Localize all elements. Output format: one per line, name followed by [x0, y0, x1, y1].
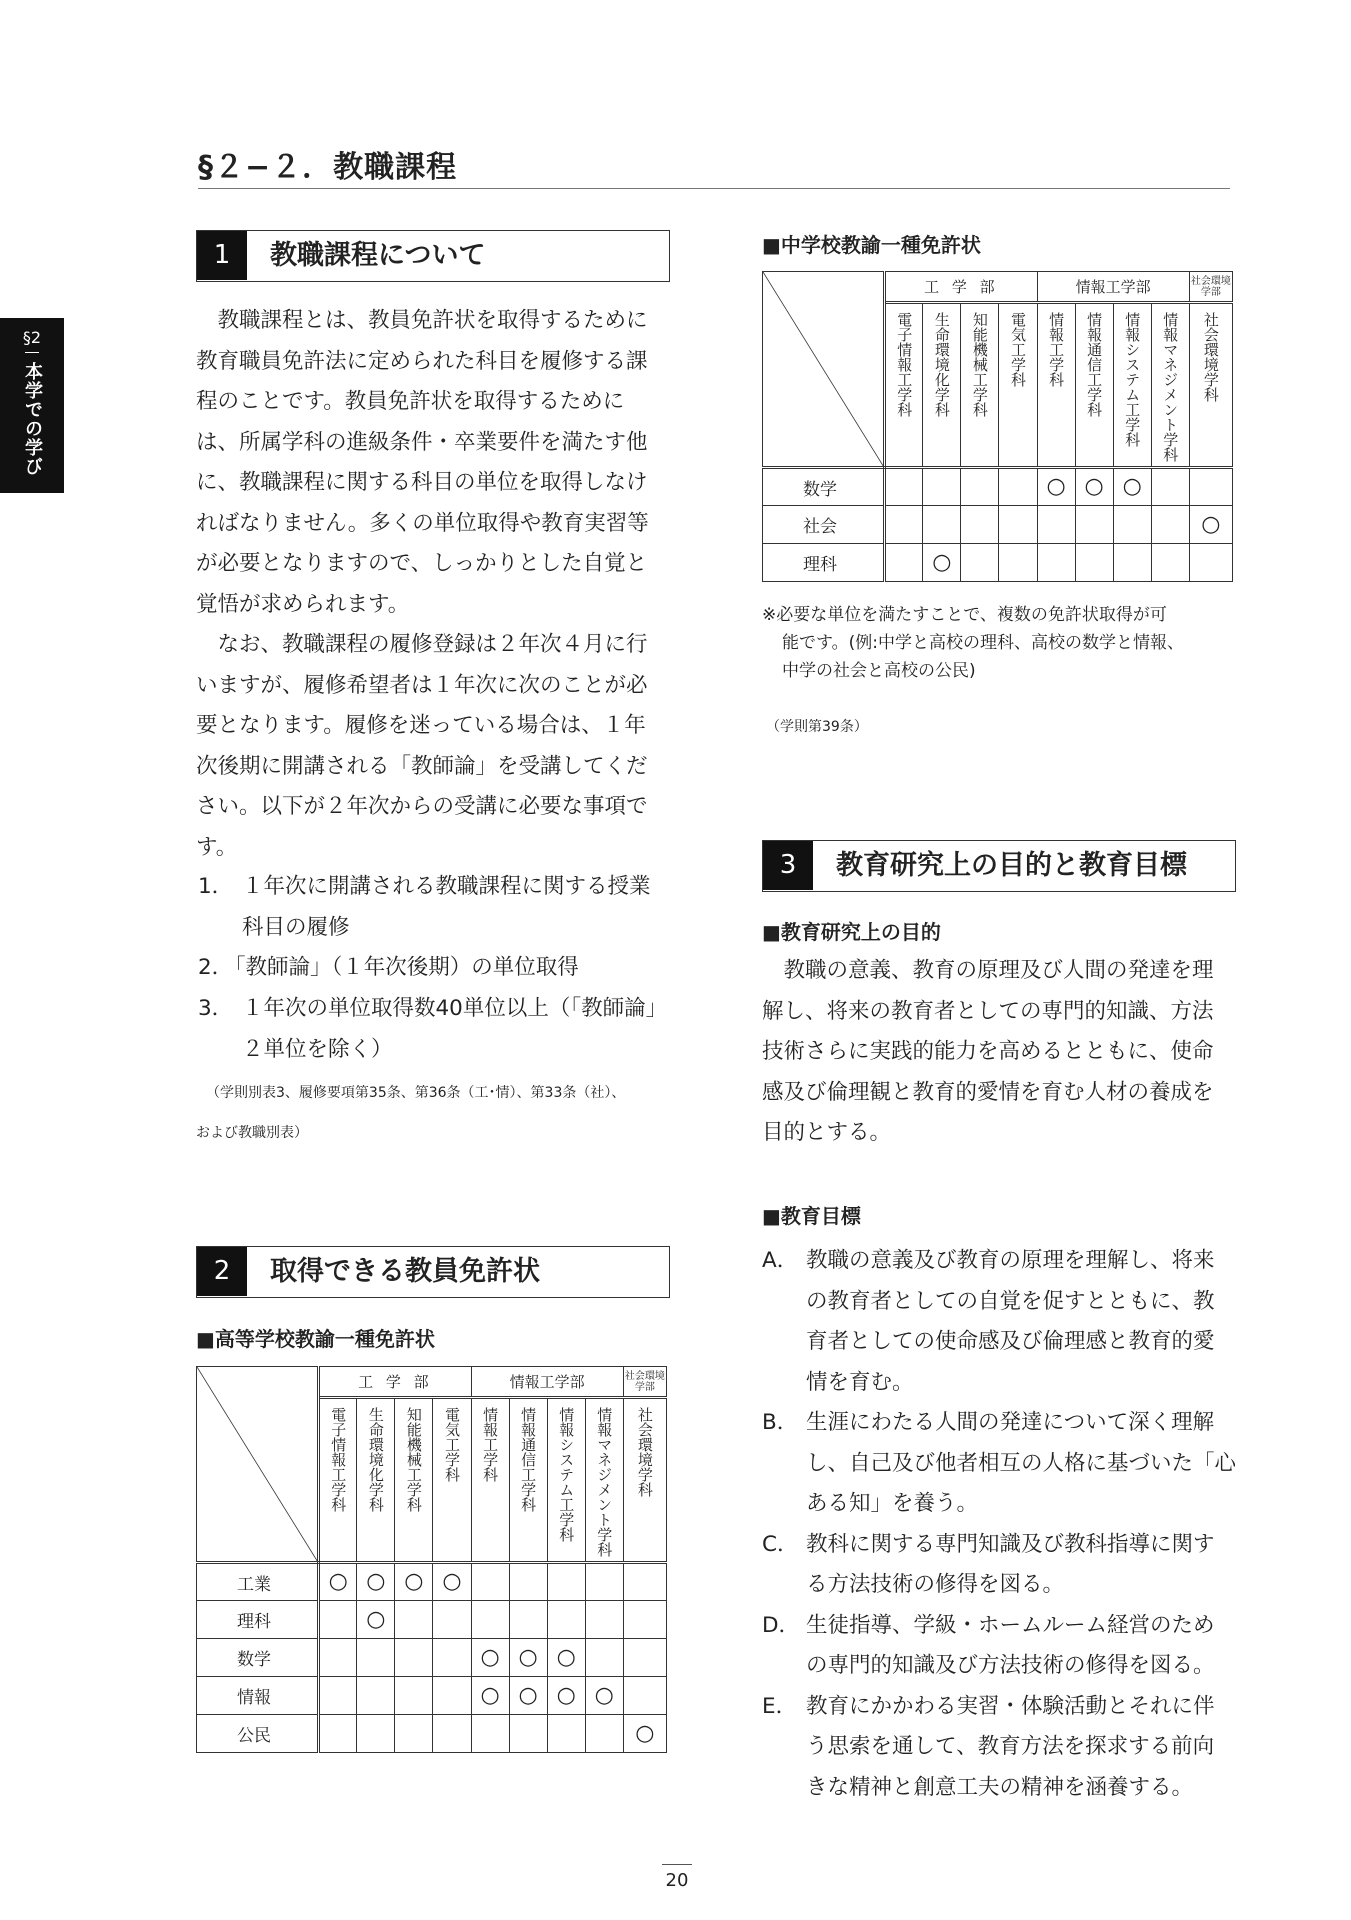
- section1-number: 1: [197, 231, 247, 280]
- table-row: [763, 506, 1233, 544]
- goal-key: C．: [762, 1531, 799, 1557]
- department-header: [357, 1398, 395, 1563]
- license-available-mark: ○: [1113, 468, 1151, 506]
- goal-key: A．: [762, 1248, 799, 1273]
- side-chapter-tab: [0, 318, 64, 493]
- empty-cell: [357, 1715, 395, 1753]
- goal-text-line: う思索を通して、教育方法を探求する前向: [806, 1734, 1215, 1759]
- group-header-social-environment: 社会環境学部: [623, 1367, 666, 1398]
- row-subject: 工業: [197, 1563, 319, 1601]
- empty-cell: [1075, 544, 1113, 582]
- group-header-engineering: 工 学 部: [885, 272, 1037, 303]
- empty-cell: [961, 544, 999, 582]
- goal-text-line: ある知」を養う。: [806, 1491, 979, 1516]
- middle-school-license-table: [762, 271, 1233, 582]
- text-line: 感及び倫理観と教育的愛情を育む人材の養成を: [762, 1079, 1214, 1105]
- text-line: さい。以下が２年次からの受講に必要な事項で: [196, 794, 648, 819]
- list-item-number: 3．: [198, 996, 234, 1021]
- department-header: [1113, 303, 1151, 468]
- text-line: 覚悟が求められます。: [196, 591, 410, 617]
- side-tab-section: §2: [22, 328, 42, 347]
- section1-paragraph-1: [196, 301, 670, 625]
- empty-cell: [999, 506, 1037, 544]
- text-line: ればなりません。多くの単位取得や教育実習等: [196, 510, 649, 536]
- empty-cell: [1151, 506, 1189, 544]
- department-header: [471, 1398, 509, 1563]
- group-header-info-engineering: 情報工学部: [471, 1367, 623, 1398]
- side-tab-rule: [25, 352, 39, 353]
- table-row: [763, 544, 1233, 582]
- empty-cell: [547, 1601, 585, 1639]
- empty-cell: [395, 1601, 433, 1639]
- empty-cell: [509, 1601, 547, 1639]
- department-header: [923, 303, 961, 468]
- purpose-paragraph: [762, 951, 1236, 1154]
- middle-school-license-subhead: ■中学校教諭一種免許状: [762, 233, 981, 257]
- text-line: 解し、将来の教育者としての専門的知識、方法: [762, 998, 1214, 1024]
- license-available-mark: ○: [623, 1715, 666, 1753]
- title-divider: [198, 188, 1230, 189]
- empty-cell: [509, 1715, 547, 1753]
- goal-text-line: 生徒指導、学級・ホームルーム経営のため: [806, 1612, 1215, 1638]
- multiple-license-note-line2: 能です。(例:中学と高校の理科、高校の数学と情報、: [782, 633, 1184, 653]
- license-available-mark: ○: [585, 1677, 623, 1715]
- empty-cell: [357, 1639, 395, 1677]
- license-available-mark: ○: [357, 1601, 395, 1639]
- empty-cell: [623, 1563, 666, 1601]
- department-header: [319, 1398, 357, 1563]
- department-header: [1151, 303, 1189, 468]
- empty-cell: [471, 1601, 509, 1639]
- empty-cell: [433, 1639, 471, 1677]
- department-name: 社会環境学科: [1201, 312, 1220, 402]
- text-line: 教育職員免許法に定められた科目を履修する課: [196, 348, 648, 374]
- department-name: 情報工学科: [481, 1407, 500, 1482]
- empty-cell: [623, 1677, 666, 1715]
- high-school-license-subhead: ■高等学校教諭一種免許状: [196, 1327, 435, 1351]
- text-line: 程のことです。教員免許状を取得するために: [196, 389, 625, 414]
- empty-cell: [433, 1715, 471, 1753]
- table-corner-diagonal: [763, 272, 885, 468]
- empty-cell: [319, 1601, 357, 1639]
- department-header: [623, 1398, 666, 1563]
- goal-text-line: 生涯にわたる人間の発達について深く理解: [806, 1410, 1215, 1435]
- section1-note-line1: （学則別表3、履修要項第35条、第36条（工･情）、第33条（社）、: [206, 1085, 626, 1101]
- department-header: [1075, 303, 1113, 468]
- list-item-text-continued: 科目の履修: [242, 914, 350, 940]
- section2-number: 2: [197, 1247, 247, 1296]
- text-line: は、所属学科の進級条件・卒業要件を満たす他: [196, 429, 648, 455]
- empty-cell: [923, 506, 961, 544]
- list-item-text: １年次の単位取得数40単位以上（「教師論」: [242, 996, 668, 1021]
- high-school-license-table: [196, 1366, 667, 1753]
- page-number-rule: [662, 1864, 692, 1865]
- row-subject: 情報: [197, 1677, 319, 1715]
- department-name: 情報マネジメント学科: [595, 1407, 614, 1557]
- department-header: [1189, 303, 1232, 468]
- empty-cell: [433, 1601, 471, 1639]
- empty-cell: [1151, 544, 1189, 582]
- goal-text-line: の専門的知識及び方法技術の修得を図る。: [806, 1653, 1215, 1678]
- empty-cell: [471, 1715, 509, 1753]
- empty-cell: [395, 1715, 433, 1753]
- page-title: §２−２．教職課程: [198, 150, 458, 185]
- section1-note-line2: および教職別表）: [196, 1125, 308, 1141]
- text-line: 教職の意義、教育の原理及び人間の発達を理: [783, 958, 1214, 983]
- multiple-license-note-line3: 中学の社会と高校の公民): [782, 661, 976, 681]
- empty-cell: [319, 1677, 357, 1715]
- license-available-mark: ○: [1037, 468, 1075, 506]
- department-header: [585, 1398, 623, 1563]
- group-header-engineering: 工 学 部: [319, 1367, 471, 1398]
- text-line: いますが、履修希望者は１年次に次のことが必: [196, 672, 648, 698]
- text-line: 要となります。履修を迷っている場合は、１年: [196, 713, 646, 738]
- section1-heading: [196, 230, 670, 282]
- empty-cell: [471, 1563, 509, 1601]
- page-number: 20: [665, 1870, 689, 1891]
- table-row: [197, 1715, 667, 1753]
- empty-cell: [319, 1639, 357, 1677]
- text-line: 目的とする。: [762, 1120, 892, 1145]
- empty-cell: [623, 1601, 666, 1639]
- text-line: なお、教職課程の履修登録は２年次４月に行: [217, 632, 648, 657]
- empty-cell: [885, 506, 923, 544]
- row-subject: 社会: [763, 506, 885, 544]
- empty-cell: [395, 1639, 433, 1677]
- regulation-reference: （学則第39条）: [766, 719, 868, 735]
- table-row: [763, 468, 1233, 506]
- text-line: 技術さらに実践的能力を高めるとともに、使命: [762, 1039, 1214, 1064]
- goal-item: [762, 1525, 1236, 1606]
- purpose-subhead: ■教育研究上の目的: [762, 920, 941, 944]
- department-header: [395, 1398, 433, 1563]
- row-subject: 理科: [197, 1601, 319, 1639]
- list-item: [198, 867, 668, 948]
- goal-text: [806, 1606, 1246, 1687]
- empty-cell: [585, 1639, 623, 1677]
- license-available-mark: ○: [547, 1639, 585, 1677]
- group-header-social-environment: 社会環境学部: [1189, 272, 1232, 303]
- license-available-mark: ○: [395, 1563, 433, 1601]
- goal-text-line: 教職の意義及び教育の原理を理解し、将来: [806, 1248, 1215, 1273]
- license-available-mark: ○: [547, 1677, 585, 1715]
- goal-text: [806, 1403, 1246, 1525]
- text-line: が必要となりますので、しっかりとした自覚と: [196, 551, 648, 576]
- goal-text-line: し、自己及び他者相互の人格に基づいた「心: [806, 1450, 1237, 1476]
- empty-cell: [999, 468, 1037, 506]
- license-available-mark: ○: [1075, 468, 1113, 506]
- goal-text: [806, 1241, 1246, 1403]
- text-line: に、教職課程に関する科目の単位を取得しなけ: [196, 470, 648, 495]
- goal-item: [762, 1241, 1236, 1403]
- department-header: [433, 1398, 471, 1563]
- department-name: 社会環境学科: [635, 1407, 654, 1497]
- empty-cell: [1037, 544, 1075, 582]
- list-item-text-continued: ２単位を除く）: [242, 1036, 393, 1062]
- department-header: [509, 1398, 547, 1563]
- group-header-info-engineering: 情報工学部: [1037, 272, 1189, 303]
- section2-heading: [196, 1246, 670, 1298]
- text-line: 教職課程とは、教員免許状を取得するために: [217, 308, 648, 333]
- department-header: [547, 1398, 585, 1563]
- goal-key: D．: [762, 1612, 801, 1638]
- empty-cell: [547, 1715, 585, 1753]
- text-line: 次後期に開講される「教師論」を受講してくだ: [196, 753, 648, 779]
- empty-cell: [1189, 468, 1232, 506]
- empty-cell: [585, 1601, 623, 1639]
- empty-cell: [585, 1563, 623, 1601]
- department-header: [999, 303, 1037, 468]
- section2-title: 取得できる教員免許状: [270, 1256, 540, 1287]
- row-subject: 数学: [197, 1639, 319, 1677]
- license-available-mark: ○: [357, 1563, 395, 1601]
- license-available-mark: ○: [1189, 506, 1232, 544]
- goal-key: E．: [762, 1693, 798, 1719]
- license-available-mark: ○: [471, 1639, 509, 1677]
- empty-cell: [585, 1715, 623, 1753]
- department-name: 知能機械工学科: [970, 312, 989, 417]
- department-name: 生命環境化学科: [366, 1407, 385, 1512]
- section3-title: 教育研究上の目的と教育目標: [836, 850, 1187, 881]
- empty-cell: [1113, 506, 1151, 544]
- goal-text-line: の教育者としての自覚を促すとともに、教: [806, 1288, 1215, 1314]
- empty-cell: [1151, 468, 1189, 506]
- goal-item: [762, 1687, 1236, 1809]
- department-name: 情報マネジメント学科: [1161, 312, 1180, 462]
- goal-text: [806, 1525, 1246, 1606]
- list-item: [198, 989, 668, 1070]
- goal-text-line: 教科に関する専門知識及び教科指導に関す: [806, 1531, 1215, 1557]
- department-name: 電子情報工学科: [329, 1407, 348, 1512]
- empty-cell: [999, 544, 1037, 582]
- license-available-mark: ○: [433, 1563, 471, 1601]
- text-line: す。: [196, 834, 238, 860]
- table-row: [197, 1563, 667, 1601]
- department-name: 電子情報工学科: [895, 312, 914, 417]
- row-subject: 公民: [197, 1715, 319, 1753]
- empty-cell: [1075, 506, 1113, 544]
- license-available-mark: ○: [509, 1677, 547, 1715]
- section1-title: 教職課程について: [270, 240, 486, 271]
- empty-cell: [885, 544, 923, 582]
- goal-text: [806, 1687, 1246, 1809]
- goal-key: B．: [762, 1410, 799, 1435]
- goal-text-line: 育者としての使命感及び倫理感と教育的愛: [806, 1329, 1215, 1354]
- department-name: 情報工学科: [1047, 312, 1066, 387]
- empty-cell: [923, 468, 961, 506]
- department-name: 情報通信工学科: [1085, 312, 1104, 417]
- goal-text-line: 教育にかかわる実習・体験活動とそれに伴: [806, 1693, 1215, 1719]
- list-item-number: 2．: [198, 955, 234, 980]
- row-subject: 理科: [763, 544, 885, 582]
- table-row: [197, 1639, 667, 1677]
- list-item-text: １年次に開講される教職課程に関する授業: [242, 874, 651, 899]
- empty-cell: [357, 1677, 395, 1715]
- table-row: [197, 1601, 667, 1639]
- table-row: [197, 1677, 667, 1715]
- list-item-number: 1．: [198, 874, 234, 899]
- side-tab-label: 本学での学び: [22, 362, 43, 476]
- department-header: [885, 303, 923, 468]
- empty-cell: [547, 1563, 585, 1601]
- empty-cell: [885, 468, 923, 506]
- goal-item: [762, 1606, 1236, 1687]
- goal-text-line: る方法技術の修得を図る。: [806, 1572, 1065, 1597]
- empty-cell: [1113, 544, 1151, 582]
- department-name: 情報システム工学科: [557, 1407, 576, 1542]
- goal-text-line: きな精神と創意工夫の精神を涵養する。: [806, 1774, 1194, 1800]
- empty-cell: [395, 1677, 433, 1715]
- empty-cell: [1189, 544, 1232, 582]
- list-item-text: 「教師論」（１年次後期）の単位取得: [224, 955, 579, 980]
- department-header: [961, 303, 999, 468]
- department-name: 情報システム工学科: [1123, 312, 1142, 447]
- empty-cell: [623, 1639, 666, 1677]
- empty-cell: [319, 1715, 357, 1753]
- goal-text-line: 情を育む。: [806, 1369, 914, 1395]
- department-name: 生命環境化学科: [932, 312, 951, 417]
- empty-cell: [509, 1563, 547, 1601]
- department-name: 知能機械工学科: [404, 1407, 423, 1512]
- empty-cell: [433, 1677, 471, 1715]
- license-available-mark: ○: [471, 1677, 509, 1715]
- department-header: [1037, 303, 1075, 468]
- section1-paragraph-2: [196, 625, 670, 868]
- department-name: 電気工学科: [442, 1407, 461, 1482]
- section3-heading: [762, 840, 1236, 892]
- empty-cell: [961, 506, 999, 544]
- license-available-mark: ○: [319, 1563, 357, 1601]
- goals-subhead: ■教育目標: [762, 1204, 861, 1228]
- empty-cell: [1037, 506, 1075, 544]
- table-corner-diagonal: [197, 1367, 319, 1563]
- department-name: 電気工学科: [1008, 312, 1027, 387]
- department-name: 情報通信工学科: [519, 1407, 538, 1512]
- license-available-mark: ○: [509, 1639, 547, 1677]
- license-available-mark: ○: [923, 544, 961, 582]
- goal-item: [762, 1403, 1236, 1525]
- multiple-license-note-line1: ※必要な単位を満たすことで、複数の免許状取得が可: [762, 605, 1167, 625]
- empty-cell: [961, 468, 999, 506]
- row-subject: 数学: [763, 468, 885, 506]
- section3-number: 3: [763, 841, 813, 890]
